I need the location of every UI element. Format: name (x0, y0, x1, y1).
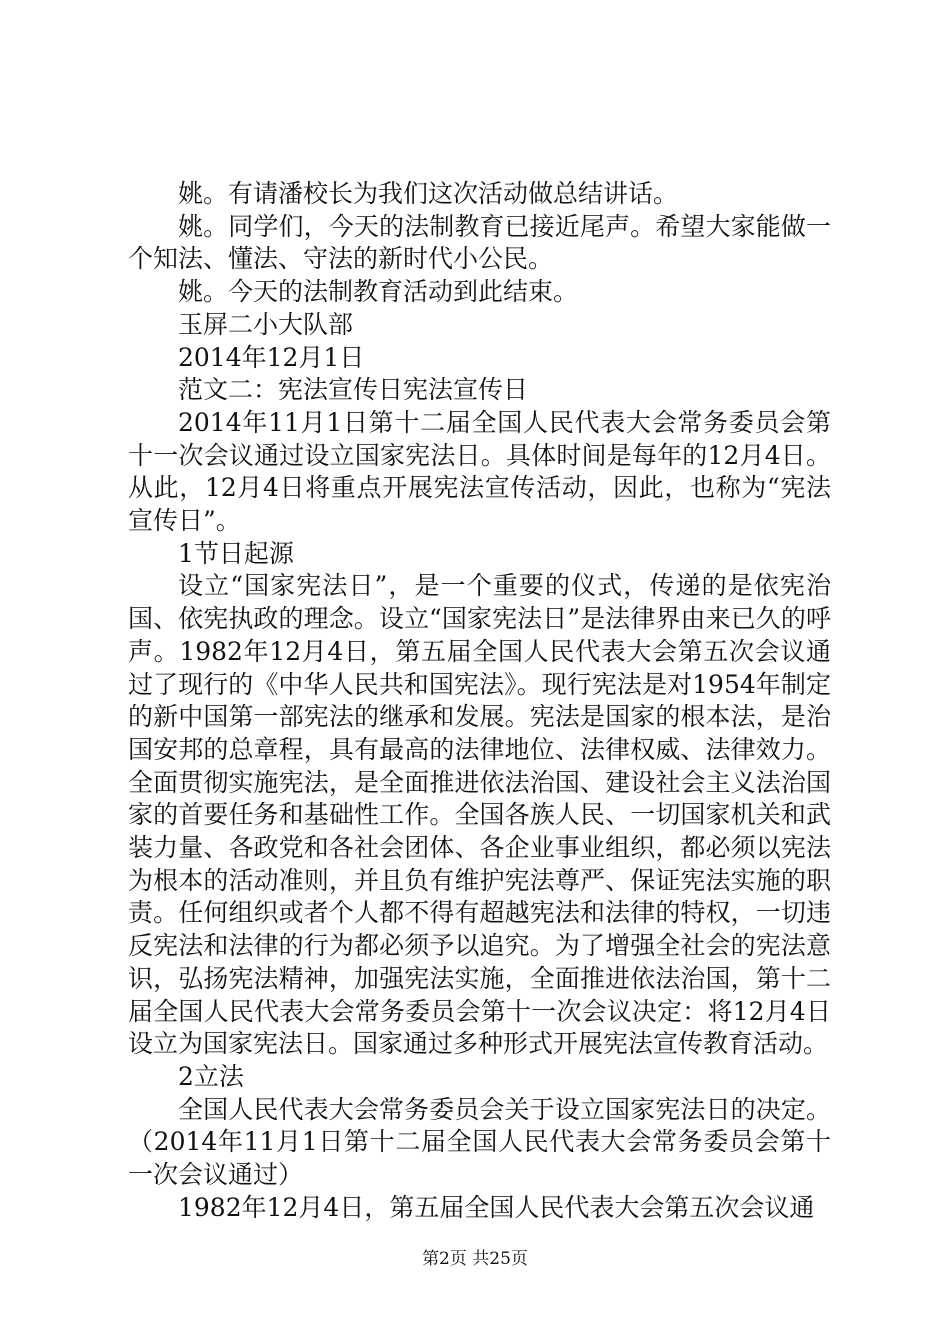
document-body (128, 178, 831, 1225)
paragraph: 姚。有请潘校长为我们这次活动做总结讲话。 (178, 179, 679, 208)
page-indicator: 第2页 共25页 (422, 1249, 528, 1269)
section-heading: 1节日起源 (178, 538, 294, 568)
paragraph: 2014年11月1日第十二届全国人民代表大会常务委员会第十一次会议通过设立国家宪法日。具体时间是每年的12月4日。从此，12月4日将重点开展宪法宣传活动，因此，也称为“宪法宣传日”。 (128, 407, 831, 536)
signature-organization: 玉屏二小大队部 (178, 309, 354, 339)
paragraph: 姚。同学们，今天的法制教育已接近尾声。希望大家能做一个知法、懂法、守法的新时代小公民。 (128, 211, 831, 274)
paragraph: 姚。今天的法制教育活动到此结束。 (178, 277, 579, 307)
paragraph: 1982年12月4日，第五届全国人民代表大会第五次会议通 (178, 1192, 815, 1222)
signature-date: 2014年12月1日 (178, 342, 365, 372)
paragraph: 全国人民代表大会常务委员会关于设立国家宪法日的决定。（2014年11月1日第十二届全国人民代表大会常务委员会第十一次会议通过） (128, 1094, 831, 1190)
section-heading: 2立法 (178, 1061, 244, 1091)
paragraph: 设立“国家宪法日”，是一个重要的仪式，传递的是依宪治国、依宪执政的理念。设立“国家宪法日”是法律界由来已久的呼声。1982年12月4日，第五届全国人民代表大会第五次会议通过了现行的《中华人民共和国宪法》。现行宪法是对1954年制定的新中国第一部宪法的继承和发展。宪法是国家的根本法，是治国安邦的总章程，具有最高的法律地位、法律权威、法律效力。全面贯彻实施宪法，是全面推进依法治国、建设社会主义法治国家的首要任务和基础性工作。全国各族人民、一切国家机关和武装力量、各政党和各社会团体、各企业事业组织，都必须以宪法为根本的活动准则，并且负有维护宪法尊严、保证宪法实施的职责。任何组织或者个人都不得有超越宪法和法律的特权，一切违反宪法和法律的行为都必须予以追究。为了增强全社会的宪法意识，弘扬宪法精神，加强宪法实施，全面推进依法治国，第十二届全国人民代表大会常务委员会第十一次会议决定：将12月4日设立为国家宪法日。国家通过多种形式开展宪法宣传教育活动。 (128, 571, 831, 1059)
section-title: 范文二：宪法宣传日宪法宣传日 (178, 375, 529, 405)
